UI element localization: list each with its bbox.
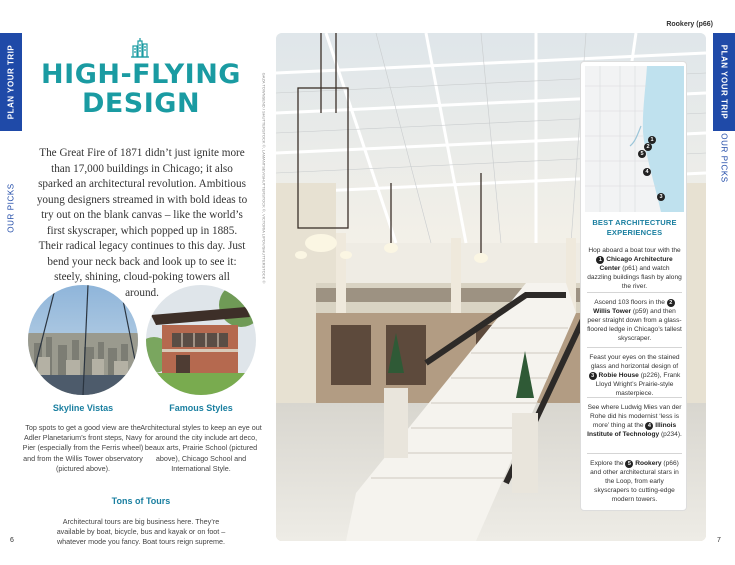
photo-credit [260,48,268,308]
best-architecture-panel [580,61,687,511]
prairie-house-photo [146,285,256,395]
divider [587,397,682,398]
plan-your-trip-tab-right [713,33,735,131]
skyline-vistas-title: Skyline Vistas [52,403,114,413]
number-badge: 5 [625,460,633,468]
plan-your-trip-tab-left [0,33,22,131]
number-badge: 4 [645,422,653,430]
our-picks-label-left [5,178,17,238]
experience-item-3: Feast your eyes on the stained glass and horizontal design of 3 Robie House (p226), Frank Lloyd Wright’s Prairie-style masterpiece. [589,354,681,397]
page-number-left: 6 [10,537,14,544]
map-marker-1: 1 [648,136,656,144]
experience-item-4: See where Ludwig Mies van der Rohe did his modernist ‘less is more’ thing at the 4 Illinois Institute of Technology (p234). [587,404,682,438]
experience-item-2: Ascend 103 floors in the 2 Willis Tower (p59) and then peer straight down from a glass-floored ledge in Chicago’s tallest skyscraper. [587,299,682,342]
map-marker-2: 2 [644,143,652,151]
building-icon [129,37,151,59]
title-line-2: DESIGN [81,88,201,119]
number-badge: 3 [589,372,597,380]
skyline-vistas-text: Top spots to get a good view are the Adler Planetarium’s front steps, Navy Pier (especially from the Ferris wheel) and from the Willis Tower observatory (pictured above). [22,423,144,473]
plan-your-trip-label: PLAN YOUR TRIP [719,44,729,120]
divider [587,292,682,293]
skyline-photo [28,285,138,395]
experience-item-1: Hop aboard a boat tour with the 1 Chicago Architecture Center (p61) and watch dazzling buildings flash by along the river. [587,247,682,290]
number-badge: 1 [596,256,604,264]
experience-item-5: Explore the 5 Rookery (p66) and other architectural stars in the Loop, from early skyscrapers to cutting-edge modern towers. [590,460,679,503]
tons-of-tours-text: Architectural tours are big business here. They’re available by boat, bicycle, bus and kayak or on foot – whatever mode you fancy. Boat tours reign supreme. [56,517,226,547]
plan-your-trip-label: PLAN YOUR TRIP [6,44,16,120]
our-picks-label-right [718,128,730,188]
divider [587,347,682,348]
number-badge: 2 [667,299,675,307]
our-picks-text: OUR PICKS [6,183,16,233]
page-title [30,60,252,118]
map-marker-5: 5 [638,150,646,158]
tons-of-tours-title: Tons of Tours [111,496,171,506]
panel-title: BEST ARCHITECTURE EXPERIENCES [592,218,677,237]
title-line-1: HIGH-FLYING [41,59,241,90]
famous-styles-text: Architectural styles to keep an eye out for around the city include art deco, beaux arts, Prairie School (pictured above), Chicago School and International Style. [140,423,262,473]
map-marker-3: 3 [657,193,665,201]
locator-map [585,66,684,212]
photo-credit-text: GAZA TOWNSEND / SHUTTERSTOCK ©, LAMANTSEV/SHUTTERSTOCK ©, VICTORIA LIPOV/SHUTTERSTOCK © [261,72,267,284]
photo-caption: Rookery (p66) [666,21,713,28]
divider [587,453,682,454]
map-marker-4: 4 [643,168,651,176]
our-picks-text: OUR PICKS [719,133,729,183]
page-number-right: 7 [717,537,721,544]
famous-styles-title: Famous Styles [169,403,233,413]
intro-paragraph: The Great Fire of 1871 didn’t just ignite more than 17,000 buildings in Chicago; it also sparked an architectural revolution. Ambitious young designers streamed in with bold ideas to try out on the blank canvas – like the world’s first skyscraper, which popped up in 1885. Their radical legacy continues to this day. Just bend your neck back and look up to see it: steely, shining, cloud-poking towers all around. [36,147,248,299]
